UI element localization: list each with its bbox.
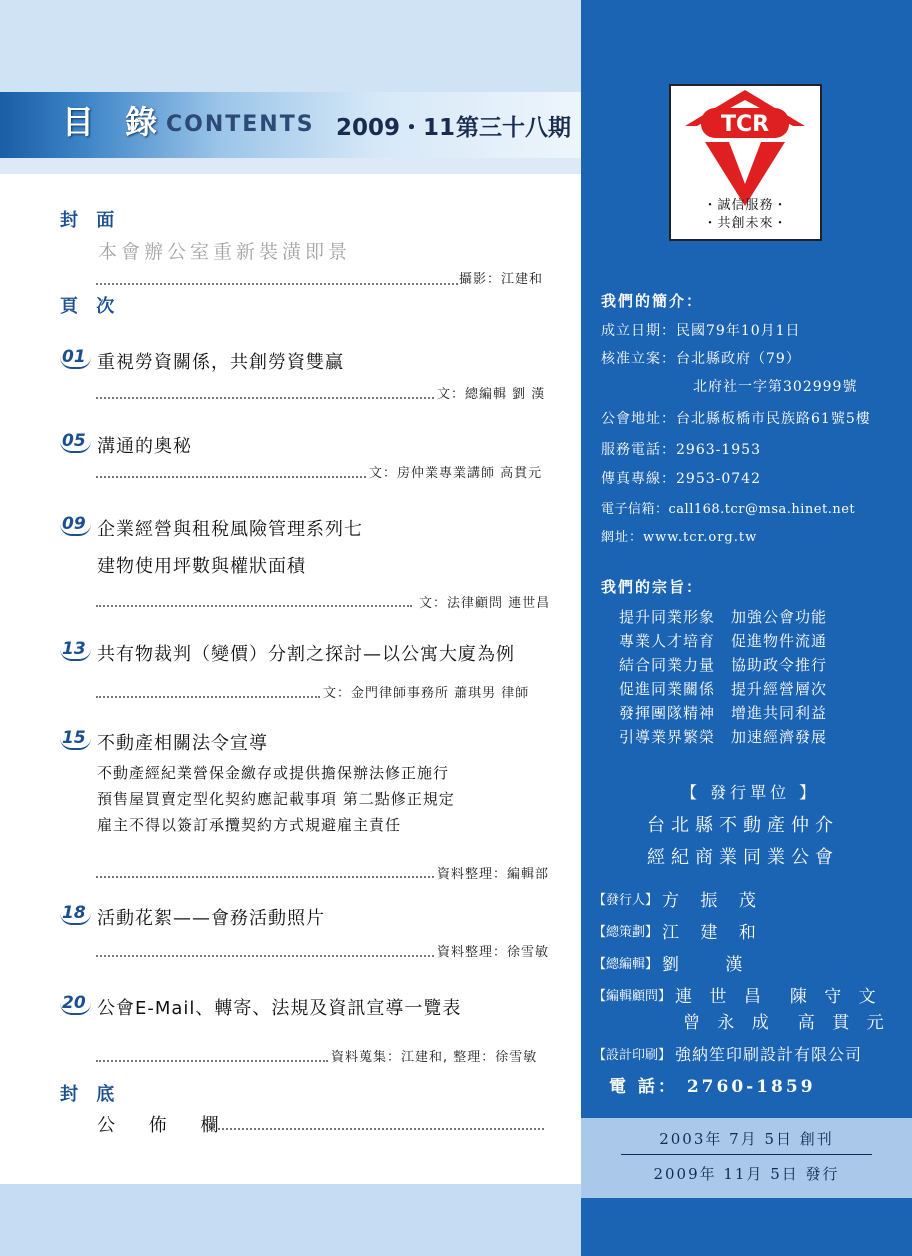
article-title[interactable]: 活動花絮——會務活動照片 xyxy=(97,908,325,929)
staff-row-printing xyxy=(593,1042,862,1065)
publisher-name: 經紀商業同業公會 xyxy=(647,847,839,868)
staff-row-advisors xyxy=(593,982,882,1007)
intro-line: 公會地址：台北縣板橋市民族路61號5樓 xyxy=(601,411,871,427)
cover-credit: 攝影：江建和 xyxy=(459,272,544,287)
article-page-number: 20 xyxy=(60,993,91,1015)
issued-date: 2009年 11月 5日 發行 xyxy=(653,1165,840,1183)
article-subtitle: 不動產經紀業營保金繳存或提供擔保辦法修正施行 xyxy=(97,764,450,782)
back-cover-heading: 封 底 xyxy=(60,1084,121,1105)
logo-slogan: ・共創未來・ xyxy=(703,216,788,231)
top-band xyxy=(0,0,581,92)
article-credit: 資料整理：徐雪敏 xyxy=(437,945,550,960)
staff-role: 【總編輯】 xyxy=(593,957,659,972)
article-subtitle: 預售屋買賣定型化契約應記載事項 第二點修正規定 xyxy=(97,790,455,808)
pages-heading: 頁 次 xyxy=(60,296,121,317)
intro-line: 北府社一字第302999號 xyxy=(693,379,858,395)
publisher-label: 【 發行單位 】 xyxy=(681,783,820,802)
article-credit: 文：法律顧問 連世昌 xyxy=(419,596,551,611)
date-divider xyxy=(621,1154,872,1155)
dotted-leader xyxy=(96,476,366,478)
tcr-logo xyxy=(669,84,822,241)
dotted-leader xyxy=(96,876,434,878)
staff-role: 【編輯顧問】 xyxy=(593,989,672,1004)
staff-row-planner xyxy=(593,918,764,943)
article-title[interactable]: 重視勞資關係，共創勞資雙贏 xyxy=(97,352,344,373)
issue-number: 第三十八期 xyxy=(456,115,571,141)
intro-line: 傳真專線：2953-0742 xyxy=(601,471,761,487)
phone-number: 電 話： 2760-1859 xyxy=(609,1077,816,1097)
publisher-name: 台北縣不動產仲介 xyxy=(647,815,839,836)
bottom-band xyxy=(0,1184,581,1256)
mission-line: 專業人才培育 促進物件流通 xyxy=(619,632,828,650)
contents-title-en: CONTENTS xyxy=(166,112,315,137)
staff-name: 方 振 茂 xyxy=(662,891,764,911)
intro-website[interactable]: 網址：www.tcr.org.tw xyxy=(601,530,758,545)
staff-name: 劉 漢 xyxy=(662,955,751,975)
staff-role: 【總策劃】 xyxy=(593,925,659,940)
bottom-band-right xyxy=(581,1198,912,1256)
article-title[interactable]: 公會E-Mail、轉寄、法規及資訊宣導一覽表 xyxy=(97,998,462,1019)
mission-line: 結合同業力量 協助政令推行 xyxy=(619,656,828,674)
dotted-leader xyxy=(96,605,412,607)
logo-slogan: ・誠信服務・ xyxy=(703,198,788,213)
article-title[interactable]: 溝通的奧秘 xyxy=(97,436,192,457)
article-title[interactable]: 不動產相關法令宣導 xyxy=(97,733,268,754)
dotted-leader xyxy=(218,1128,544,1130)
staff-name: 江 建 和 xyxy=(662,923,764,943)
article-credit: 文：房仲業專業講師 高貫元 xyxy=(369,466,543,481)
staff-role: 【設計印刷】 xyxy=(593,1048,672,1063)
staff-row-advisors-2 xyxy=(679,1008,890,1033)
article-page-number: 13 xyxy=(60,639,91,661)
mission-line: 促進同業關係 提升經營層次 xyxy=(619,680,828,698)
mission-line: 引導業界繁榮 加速經濟發展 xyxy=(619,728,828,746)
article-title[interactable]: 企業經營與租稅風險管理系列七 xyxy=(97,519,363,540)
title-underband xyxy=(0,158,581,174)
article-credit: 文：金門律師事務所 蕭琪男 律師 xyxy=(323,686,530,701)
intro-line: 核准立案：台北縣政府（79） xyxy=(601,351,801,367)
article-page-number: 18 xyxy=(60,903,91,925)
intro-line: 服務電話：2963-1953 xyxy=(601,442,761,458)
cover-description: 本會辦公室重新裝潢即景 xyxy=(98,241,352,263)
mission-heading: 我們的宗旨： xyxy=(601,578,704,596)
article-page-number: 05 xyxy=(60,431,91,453)
article-credit: 文：總編輯 劉 漢 xyxy=(437,387,546,402)
dotted-leader xyxy=(96,1060,328,1062)
founded-date: 2003年 7月 5日 創刊 xyxy=(659,1130,834,1148)
article-subtitle: 建物使用坪數與權狀面積 xyxy=(97,556,306,577)
logo-text: TCR xyxy=(720,112,770,137)
staff-row-publisher xyxy=(593,886,764,911)
mission-line: 發揮團隊精神 增進共同利益 xyxy=(619,704,828,722)
cover-heading: 封 面 xyxy=(60,210,121,231)
intro-email[interactable]: 電子信箱：call168.tcr@msa.hinet.net xyxy=(601,502,856,517)
intro-heading: 我們的簡介： xyxy=(601,292,704,310)
dotted-leader xyxy=(96,955,434,957)
article-credit: 資料整理：編輯部 xyxy=(437,867,550,882)
staff-role: 【發行人】 xyxy=(593,893,659,908)
staff-name: 強納笙印刷設計有限公司 xyxy=(675,1045,863,1064)
article-credit: 資料蒐集：江建和, 整理：徐雪敏 xyxy=(331,1050,538,1065)
article-title[interactable]: 共有物裁判（變價）分割之探討—以公寓大廈為例 xyxy=(97,644,515,665)
staff-name: 曾 永 成 高 貫 元 xyxy=(683,1013,890,1033)
article-subtitle: 雇主不得以簽訂承攬契約方式規避雇主責任 xyxy=(97,816,402,834)
dotted-leader xyxy=(96,397,434,399)
contents-title-cn: 目 錄 xyxy=(62,103,168,141)
article-page-number: 15 xyxy=(60,728,91,750)
info-sidebar xyxy=(581,0,912,1256)
staff-name: 連 世 昌 陳 守 文 xyxy=(675,987,882,1007)
dotted-leader xyxy=(96,283,458,285)
dotted-leader xyxy=(96,696,320,698)
back-cover-item[interactable]: 公 佈 欄 xyxy=(97,1115,233,1136)
staff-row-editor xyxy=(593,950,750,975)
intro-line: 成立日期：民國79年10月1日 xyxy=(601,323,801,339)
article-page-number: 01 xyxy=(60,347,91,369)
issue-date: 2009・11 xyxy=(336,115,456,141)
article-page-number: 09 xyxy=(60,514,91,536)
mission-line: 提升同業形象 加強公會功能 xyxy=(619,608,828,626)
